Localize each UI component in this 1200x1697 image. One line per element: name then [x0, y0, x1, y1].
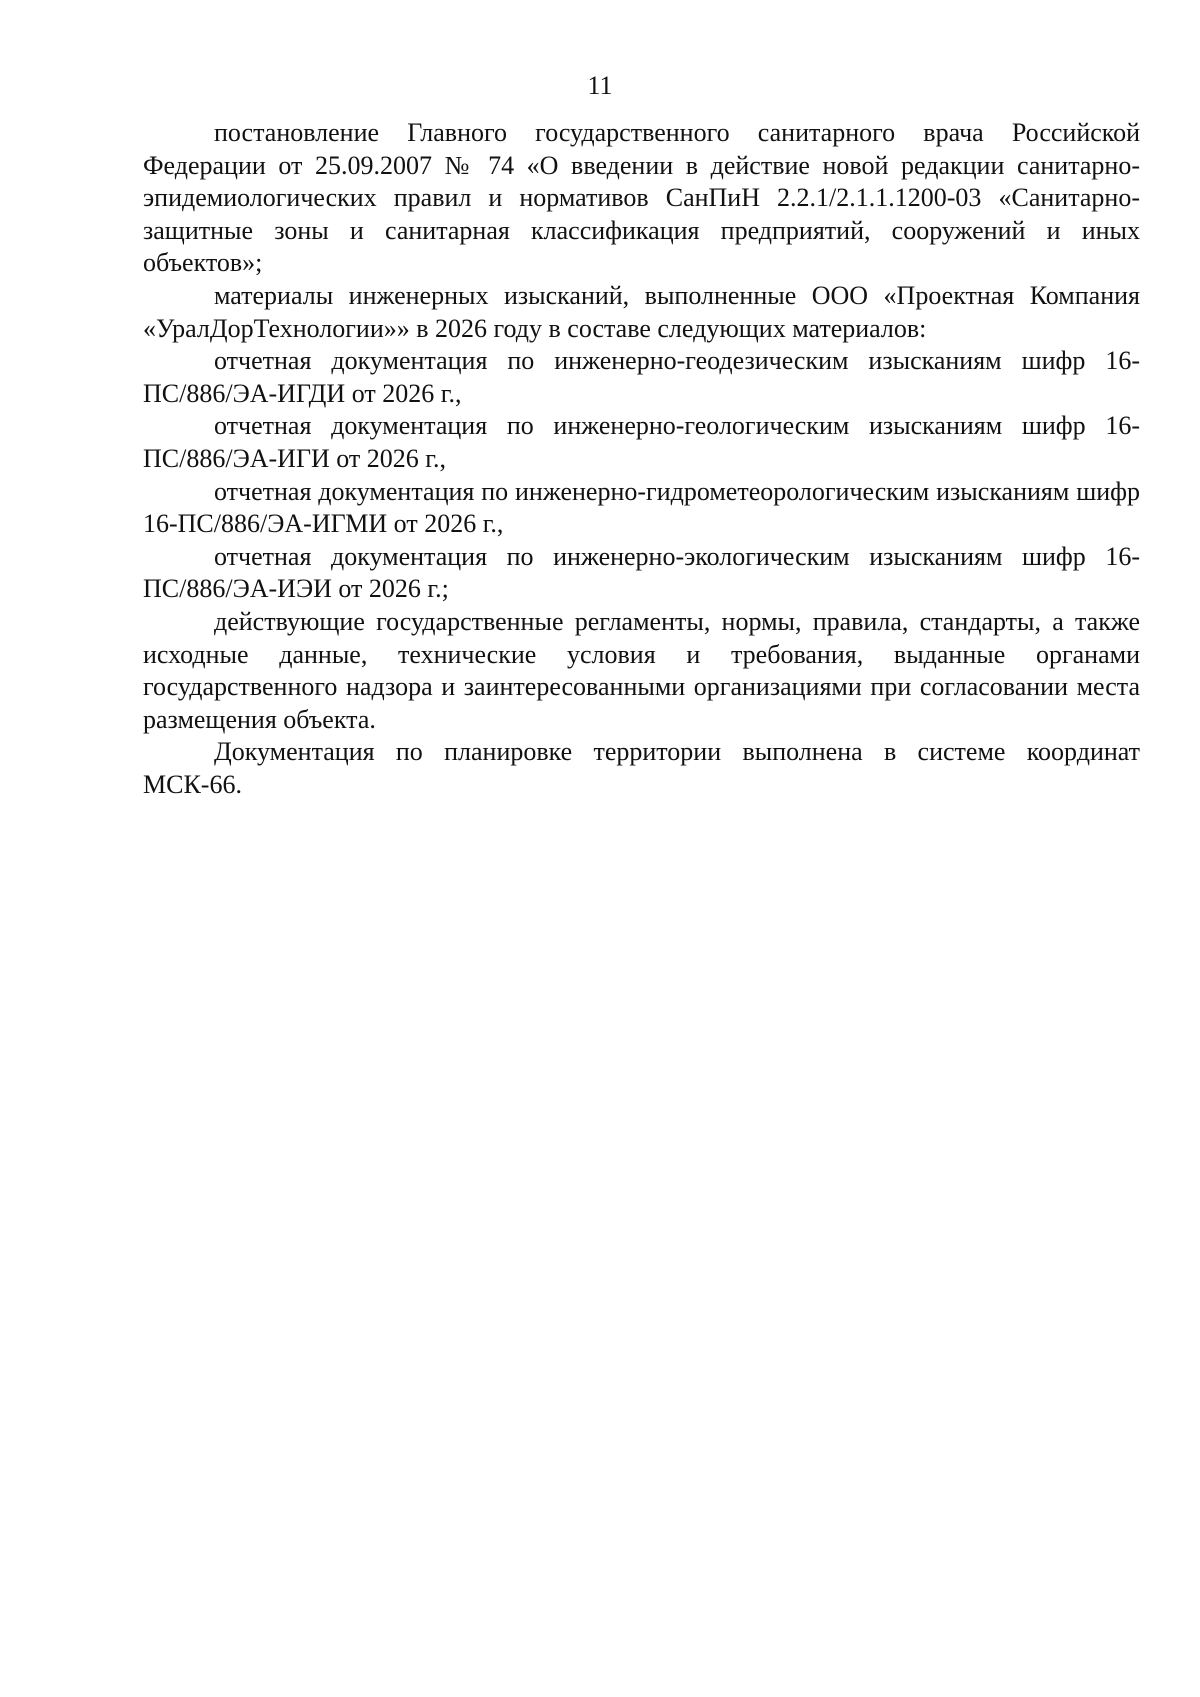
document-body — [143, 117, 1140, 801]
paragraph-coordinate-system: Документация по планировке территории выполнена в системе координат МСК-66. — [143, 737, 1140, 799]
page-number: 11 — [587, 71, 613, 100]
paragraph-geological-survey: отчетная документация по инженерно-геологическим изысканиям шифр 16-ПС/886/ЭА-ИГИ от 2026 г., — [143, 411, 1140, 473]
paragraph-survey-materials: материалы инженерных изысканий, выполненные ООО «Проектная Компания «УралДорТехнологии»» в 2026 году в составе следующих материалов: — [143, 280, 1140, 343]
paragraph-regulations: действующие государственные регламенты, нормы, правила, стандарты, а также исходные данные, технические условия и требования, выданные органами государственного надзора и заинтересованными организациями при согласовании места размещения объекта. — [143, 606, 1140, 734]
paragraph-geodetic-survey: отчетная документация по инженерно-геодезическим изысканиям шифр 16-ПС/886/ЭА-ИГДИ от 2026 г., — [143, 346, 1140, 408]
paragraph-hydrometeorological-survey: отчетная документация по инженерно-гидрометеорологическим изысканиям шифр 16-ПС/886/ЭА-ИГМИ от 2026 г., — [143, 476, 1140, 539]
paragraph-sanpin-resolution: постановление Главного государственного санитарного врача Российской Федерации от 25.09.2007 № 74 «О введении в действие новой редакции санитарно-эпидемиологических правил и нормативов СанПиН 2.2.1/2.1.1.1200-03 «Санитарно-защитные зоны и санитарная классификация предприятий, сооружений и иных объектов»; — [143, 118, 1140, 278]
paragraph-ecological-survey: отчетная документация по инженерно-экологическим изысканиям шифр 16-ПС/886/ЭА-ИЭИ от 2026 г.; — [143, 541, 1140, 604]
